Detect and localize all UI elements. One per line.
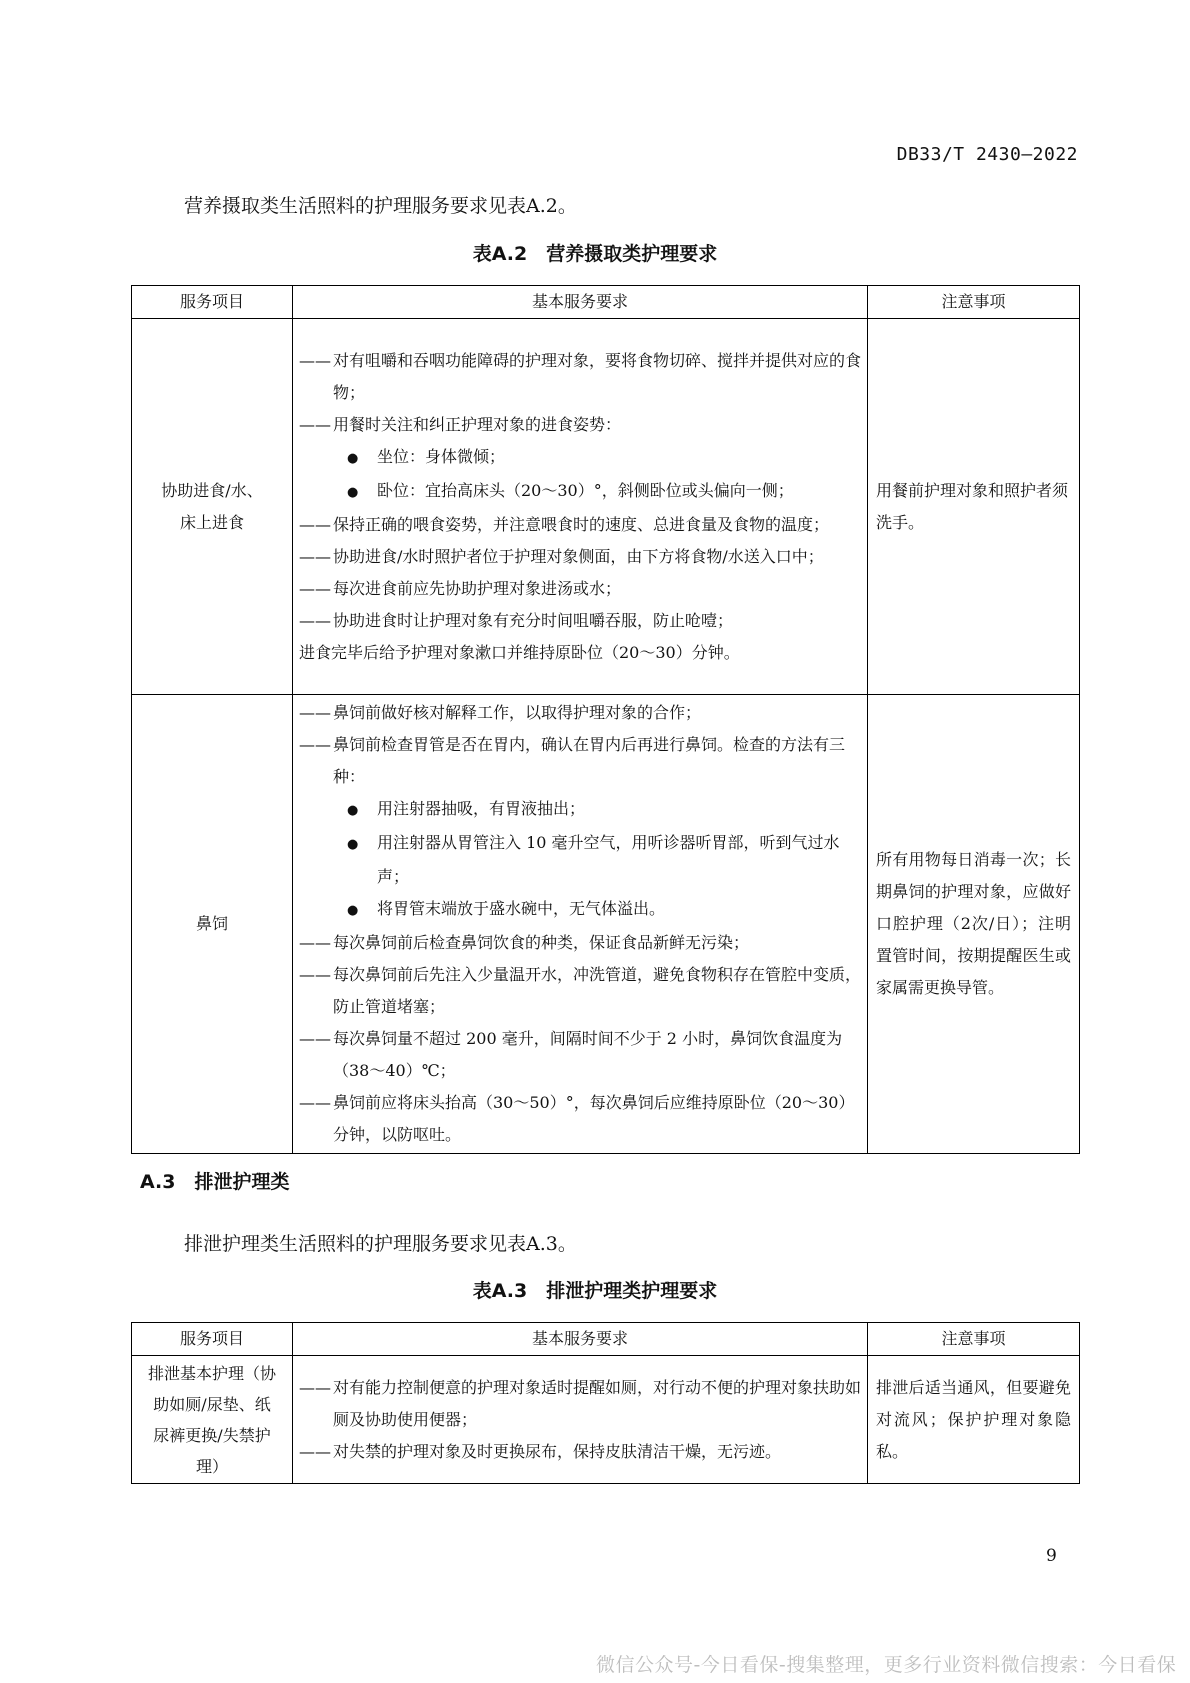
dash-marker: —— <box>299 578 331 598</box>
requirement-bullet-line <box>299 441 861 475</box>
requirement-text: 用注射器抽吸，有胃液抽出； <box>377 799 586 818</box>
dash-marker: —— <box>299 1093 331 1112</box>
requirement-text: 每次鼻饲量不超过 200 毫升，间隔时间不少于 2 小时，鼻饲饮食温度为（38～40）℃； <box>333 1029 843 1080</box>
dash-marker: —— <box>299 610 331 630</box>
table-a3 <box>131 1322 1080 1484</box>
bullet-dot-icon: ● <box>347 903 359 918</box>
dash-marker: —— <box>299 1029 331 1048</box>
requirement-line <box>299 541 861 573</box>
requirement-text: 对失禁的护理对象及时更换尿布，保持皮肤清洁干燥，无污迹。 <box>333 1441 782 1461</box>
requirement-line <box>299 345 861 409</box>
requirement-text: 用注射器从胃管注入 10 毫升空气，用听诊器听胃部，听到气过水声； <box>377 833 840 886</box>
requirement-line <box>299 1023 861 1087</box>
requirement-line <box>299 927 861 959</box>
requirement-text: 将胃管末端放于盛水碗中，无气体溢出。 <box>377 899 666 918</box>
table-header-row <box>132 286 1080 319</box>
requirement-line <box>299 509 861 541</box>
table-row <box>132 695 1080 1154</box>
service-item-line: 尿裤更换/失禁护 <box>153 1425 271 1445</box>
requirement-line <box>299 1436 861 1468</box>
service-item-cell <box>132 1356 293 1484</box>
bullet-dot-icon: ● <box>347 450 359 466</box>
dash-marker: —— <box>299 1377 331 1397</box>
bullet-dot-icon: ● <box>347 484 359 500</box>
requirement-line <box>299 1087 861 1151</box>
watermark-text: 微信公众号-今日看保-搜集整理，更多行业资料微信搜索：今日看保 <box>596 1654 1177 1676</box>
requirement-bullet-line <box>299 793 861 827</box>
requirement-line <box>299 637 861 669</box>
requirement-text: 每次鼻饲前后检查鼻饲饮食的种类，保证食品新鲜无污染； <box>333 933 750 952</box>
dash-marker: —— <box>299 735 331 754</box>
service-item-line: 理） <box>195 1456 228 1476</box>
requirement-text: 卧位：宜抬高床头（20～30）°，斜侧卧位或头偏向一侧； <box>377 480 794 500</box>
dash-marker: —— <box>299 703 331 722</box>
dash-marker: —— <box>299 514 331 534</box>
requirement-text: 坐位：身体微倾； <box>377 446 506 466</box>
requirement-line <box>299 605 861 637</box>
service-item-line: 鼻饲 <box>195 914 228 933</box>
requirement-bullet-line <box>299 893 861 927</box>
service-item-cell <box>132 319 293 695</box>
requirement-line <box>299 729 861 793</box>
service-item-line: 助如厕/尿垫、纸 <box>153 1394 271 1414</box>
table-row <box>132 1356 1080 1484</box>
requirement-line <box>299 409 861 441</box>
requirement-text: 协助进食/水时照护者位于护理对象侧面，由下方将食物/水送入口中； <box>333 546 824 566</box>
header-service-item: 服务项目 <box>132 1323 293 1356</box>
dash-marker: —— <box>299 414 331 434</box>
bullet-dot-icon: ● <box>347 837 359 852</box>
table-row <box>132 319 1080 695</box>
dash-marker: —— <box>299 546 331 566</box>
requirement-line <box>299 573 861 605</box>
service-item-line: 床上进食 <box>179 512 244 532</box>
dash-marker: —— <box>299 933 331 952</box>
requirement-text: 对有咀嚼和吞咽功能障碍的护理对象，要将食物切碎、搅拌并提供对应的食物； <box>333 350 862 402</box>
header-notes: 注意事项 <box>868 1323 1080 1356</box>
document-id: DB33/T 2430—2022 <box>896 144 1078 165</box>
table-a2-caption: 表A.2 营养摄取类护理要求 <box>472 243 718 265</box>
requirement-line <box>299 1372 861 1436</box>
service-item-line: 协助进食/水、 <box>161 480 263 500</box>
header-notes: 注意事项 <box>868 286 1080 319</box>
header-basic-requirements: 基本服务要求 <box>293 1323 868 1356</box>
requirement-text: 每次鼻饲前后先注入少量温开水，冲洗管道，避免食物积存在管腔中变质，防止管道堵塞； <box>333 965 862 1016</box>
notes-cell: 排泄后适当通风，但要避免对流风；保护护理对象隐私。 <box>868 1356 1080 1484</box>
requirement-text: 对有能力控制便意的护理对象适时提醒如厕，对行动不便的护理对象扶助如厕及协助使用便器； <box>333 1377 862 1429</box>
service-item-line: 排泄基本护理（协 <box>147 1363 276 1383</box>
requirement-text: 鼻饲前做好核对解释工作，以取得护理对象的合作； <box>333 703 702 722</box>
intro-paragraph-a3: 排泄护理类生活照料的护理服务要求见表A.3。 <box>184 1233 577 1255</box>
table-header-row <box>132 1323 1080 1356</box>
requirement-text: 每次进食前应先协助护理对象进汤或水； <box>333 578 622 598</box>
requirements-cell <box>293 1356 868 1484</box>
requirement-bullet-line <box>299 475 861 509</box>
page-number: 9 <box>1046 1546 1057 1566</box>
notes-cell: 所有用物每日消毒一次；长期鼻饲的护理对象，应做好口腔护理（2次/日）；注明置管时间，按期提醒医生或家属需更换导管。 <box>868 695 1080 1154</box>
requirements-cell <box>293 695 868 1154</box>
dash-marker: —— <box>299 1441 331 1461</box>
table-a2 <box>131 285 1080 1154</box>
requirement-line <box>299 959 861 1023</box>
table-a3-caption: 表A.3 排泄护理类护理要求 <box>472 1280 718 1302</box>
dash-marker: —— <box>299 965 331 984</box>
header-service-item: 服务项目 <box>132 286 293 319</box>
bullet-dot-icon: ● <box>347 803 359 818</box>
requirement-text: 保持正确的喂食姿势，并注意喂食时的速度、总进食量及食物的温度； <box>333 514 830 534</box>
requirement-text: 进食完毕后给予护理对象漱口并维持原卧位（20～30）分钟。 <box>299 642 740 662</box>
service-item-cell <box>132 695 293 1154</box>
header-basic-requirements: 基本服务要求 <box>293 286 868 319</box>
requirements-cell <box>293 319 868 695</box>
requirement-text: 鼻饲前应将床头抬高（30～50）°，每次鼻饲后应维持原卧位（20～30）分钟，以防呕吐。 <box>333 1093 855 1144</box>
intro-paragraph-a2: 营养摄取类生活照料的护理服务要求见表A.2。 <box>184 195 577 217</box>
requirement-line <box>299 697 861 729</box>
section-heading-a3: A.3 排泄护理类 <box>140 1171 290 1193</box>
requirement-text: 鼻饲前检查胃管是否在胃内，确认在胃内后再进行鼻饲。检查的方法有三种： <box>333 735 846 786</box>
requirement-text: 用餐时关注和纠正护理对象的进食姿势： <box>333 414 622 434</box>
requirement-bullet-line <box>299 827 861 893</box>
dash-marker: —— <box>299 350 331 370</box>
notes-cell: 用餐前护理对象和照护者须洗手。 <box>868 319 1080 695</box>
requirement-text: 协助进食时让护理对象有充分时间咀嚼吞服，防止呛噎； <box>333 610 734 630</box>
